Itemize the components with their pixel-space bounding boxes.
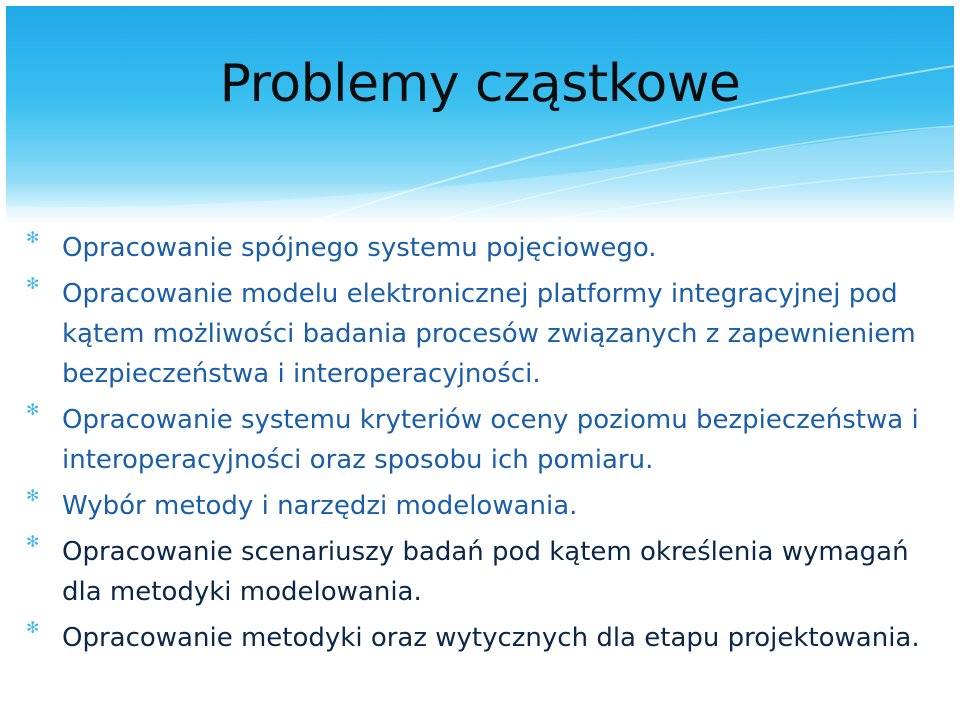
list-item-text: Opracowanie spójnego systemu pojęciowego. (62, 233, 657, 263)
list-item-text: Opracowanie scenariuszy badań pod kątem określenia wymagań dla metodyki modelowania. (62, 537, 909, 607)
slide-title: Problemy cząstkowe (219, 54, 741, 114)
list-item-text: Opracowanie modelu elektronicznej platformy integracyjnej pod kątem możliwości badania procesów związanych z zapewnieniem bezpieczeństwa i interoperacyjności. (62, 279, 916, 389)
list-item (26, 532, 956, 612)
bullet-list (26, 228, 956, 664)
list-item (26, 486, 956, 526)
list-item-text: Wybór metody i narzędzi modelowania. (62, 491, 578, 521)
banner-swoosh-decoration (6, 6, 954, 224)
list-item-text: Opracowanie systemu kryteriów oceny poziomu bezpieczeństwa i interoperacyjności oraz sposobu ich pomiaru. (62, 405, 919, 475)
list-item (26, 274, 956, 394)
list-item (26, 618, 956, 658)
asterisk-bullet-icon: ✻ (26, 228, 40, 247)
list-item-text: Opracowanie metodyki oraz wytycznych dla etapu projektowania. (62, 623, 920, 653)
asterisk-bullet-icon: ✻ (26, 532, 40, 551)
asterisk-bullet-icon: ✻ (26, 400, 40, 419)
list-item (26, 228, 956, 268)
asterisk-bullet-icon: ✻ (26, 274, 40, 293)
list-item (26, 400, 956, 480)
title-banner (6, 6, 954, 224)
asterisk-bullet-icon: ✻ (26, 486, 40, 505)
asterisk-bullet-icon: ✻ (26, 618, 40, 637)
